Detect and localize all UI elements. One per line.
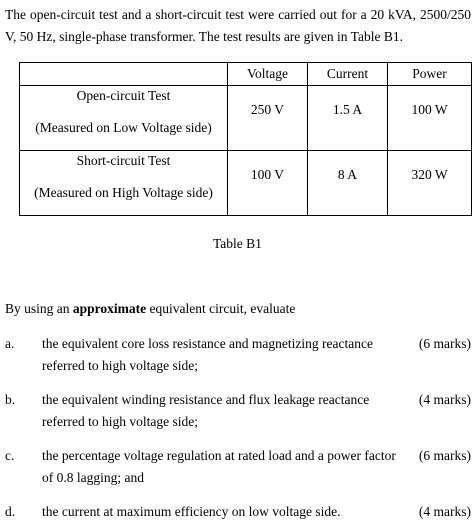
table-row-short-circuit [20, 151, 472, 216]
open-circuit-title: Open-circuit Test [76, 88, 171, 103]
item-letter: c. [5, 448, 15, 463]
item-marks: (6 marks) [418, 336, 471, 351]
item-letter: b. [5, 392, 16, 407]
item-marks: (4 marks) [418, 392, 471, 407]
lead-sentence: By using an approximate equivalent circuit, evaluate [5, 301, 296, 316]
item-marks: (6 marks) [418, 448, 471, 463]
test-results-table [19, 62, 472, 216]
item-letter: d. [5, 504, 16, 519]
short-circuit-label-cell [20, 151, 228, 216]
short-circuit-title: Short-circuit Test [76, 153, 171, 168]
emphasis-approximate: approximate [72, 301, 147, 316]
short-circuit-power: 320 W [388, 151, 472, 216]
item-text: the equivalent winding resistance and flux leakage reactance referred to high voltage side; [42, 392, 370, 429]
open-circuit-voltage: 250 V [228, 86, 308, 151]
table-row-open-circuit [20, 86, 472, 151]
open-circuit-subtitle: (Measured on Low Voltage side) [35, 120, 212, 135]
item-marks: (4 marks) [418, 504, 471, 519]
open-circuit-label-cell [20, 86, 228, 151]
header-power: Power [388, 63, 472, 86]
short-circuit-voltage: 100 V [228, 151, 308, 216]
header-empty [20, 63, 228, 86]
open-circuit-current: 1.5 A [308, 86, 388, 151]
item-text: the equivalent core loss resistance and magnetizing reactance referred to high voltage side; [42, 336, 373, 373]
header-current: Current [308, 63, 388, 86]
short-circuit-subtitle: (Measured on High Voltage side) [34, 185, 213, 200]
short-circuit-current: 8 A [308, 151, 388, 216]
item-text: the percentage voltage regulation at rated load and a power factor of 0.8 lagging; and [42, 448, 396, 485]
item-text: the current at maximum efficiency on low voltage side. [42, 504, 341, 519]
item-letter: a. [5, 336, 15, 351]
table-header-row [20, 63, 472, 86]
header-voltage: Voltage [228, 63, 308, 86]
open-circuit-power: 100 W [388, 86, 472, 151]
table-caption: Table B1 [213, 236, 262, 251]
intro-paragraph: The open-circuit test and a short-circuit test were carried out for a 20 kVA, 2500/250 V, 50 Hz, single-phase transformer. The test results are given in Table B1. [5, 7, 471, 44]
